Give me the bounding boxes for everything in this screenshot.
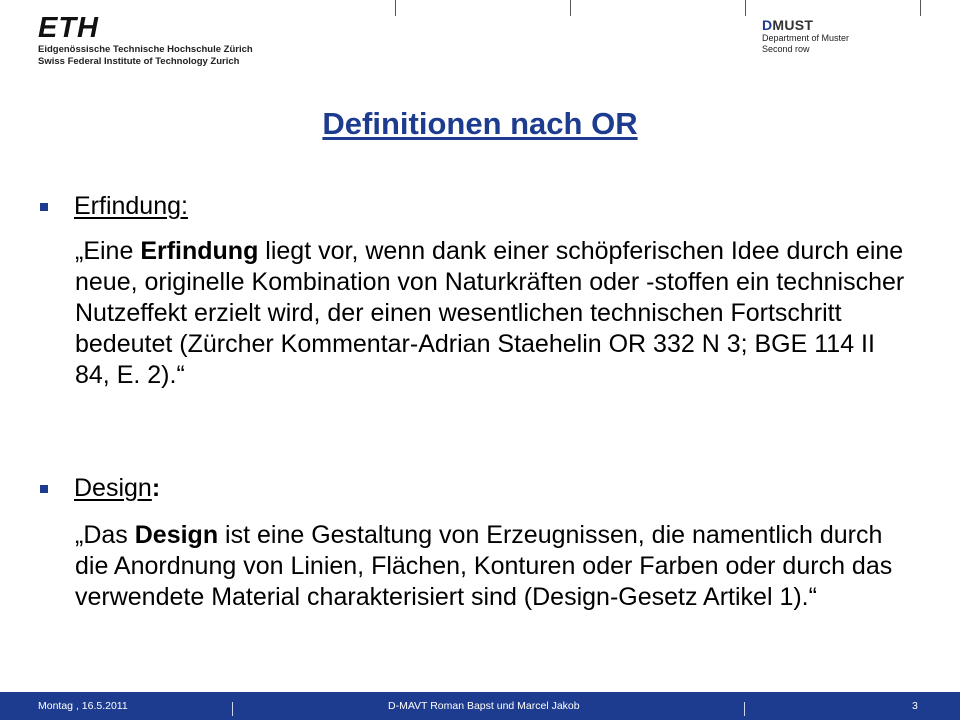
term-label: Erfindung: <box>74 192 188 220</box>
bullet-item-design <box>40 474 160 503</box>
department-name <box>762 17 849 33</box>
department-suffix: MUST <box>772 17 814 33</box>
definition-text: ist eine Gestaltung von Erzeugnissen, die namentlich durch die Anordnung von Linien, Flächen, Konturen oder Farben oder durch das verwendete Material charakterisiert sind (Design-Gesetz Artikel 1).“ <box>75 521 893 611</box>
keyword: Design <box>134 521 219 549</box>
header-divider <box>745 0 746 16</box>
footer-divider <box>232 702 233 716</box>
quote-open: „Das <box>75 521 135 549</box>
square-bullet-icon <box>40 485 48 493</box>
eth-logo <box>38 14 253 68</box>
definition-paragraph <box>75 520 915 613</box>
footer-bar <box>0 692 960 720</box>
header-divider <box>570 0 571 16</box>
eth-logo-word: ETH <box>38 12 99 44</box>
quote-open: „Eine <box>75 237 141 265</box>
term-colon: : <box>151 474 161 502</box>
department-logo <box>762 17 849 55</box>
slide-title: Definitionen nach OR <box>322 106 638 141</box>
department-line-1: Department of Muster <box>762 33 850 43</box>
department-line-2: Second row <box>762 44 810 54</box>
footer-date: Montag , 16.5.2011 <box>38 700 128 712</box>
institution-name-de: Eidgenössische Technische Hochschule Zürich <box>38 44 253 55</box>
department-prefix: D <box>762 17 773 33</box>
institution-name-en: Swiss Federal Institute of Technology Zurich <box>38 56 240 67</box>
square-bullet-icon <box>40 203 48 211</box>
keyword: Erfindung <box>140 237 259 265</box>
header-divider <box>395 0 396 16</box>
header-divider <box>920 0 921 16</box>
term-label: Design <box>74 474 152 502</box>
eth-institution-text <box>38 44 253 68</box>
definition-text: liegt vor, wenn dank einer schöpferischen Idee durch eine neue, originelle Kombination von Naturkräften oder -stoffen ein technischer Nutzeffekt erzielt wird, der einen wesentlichen technischen Fortschritt bedeutet (Zürcher Kommentar-Adrian Staehelin OR 332 N 3; BGE 114 II 84, E. 2).“ <box>75 237 905 389</box>
footer-authors: D-MAVT Roman Bapst und Marcel Jakob <box>388 700 580 712</box>
definition-paragraph <box>75 236 915 391</box>
page-number: 3 <box>912 700 918 712</box>
bullet-item-erfindung <box>40 192 188 221</box>
footer-divider <box>744 702 745 716</box>
